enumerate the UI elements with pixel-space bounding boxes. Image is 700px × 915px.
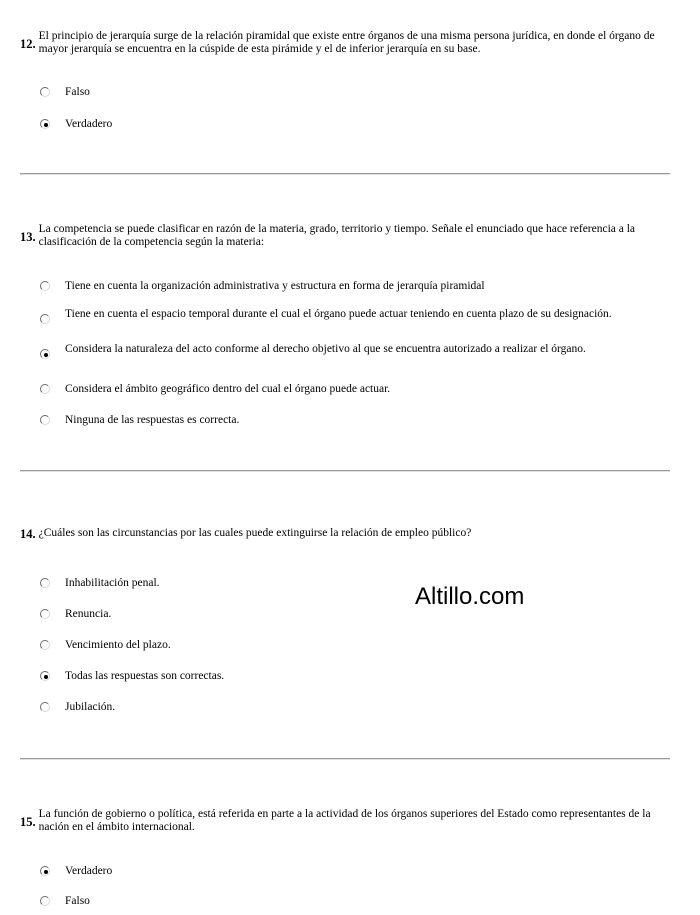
option-label: Ninguna de las respuestas es correcta.	[65, 414, 240, 426]
option-label: Considera el ámbito geográfico dentro del cual el órgano puede actuar.	[65, 383, 391, 395]
option-label: Falso	[65, 86, 90, 98]
option-label: Tiene en cuenta la organización administrativa y estructura en forma de jerarquía piramidal	[65, 280, 485, 292]
question-text: La competencia se puede clasificar en razón de la materia, grado, territorio y tiempo. Señale el enunciado que hace referencia a la clasificación de la competencia según la materia:	[38, 223, 636, 248]
option-label: Tiene en cuenta el espacio temporal durante el cual el órgano puede actuar teniendo en cuenta plazo de su designación.	[65, 308, 612, 320]
option-3[interactable]	[40, 343, 635, 359]
question-divider	[20, 173, 670, 175]
question-number: 15.	[20, 815, 36, 829]
option-label: Todas las respuestas son correctas.	[65, 670, 225, 682]
option-falso[interactable]	[40, 895, 635, 908]
question-number: 14.	[20, 527, 36, 541]
option-falso[interactable]	[40, 86, 635, 99]
question-header	[20, 30, 659, 55]
question-header	[20, 223, 659, 248]
radio-button[interactable]	[40, 87, 50, 97]
option-label: Inhabilitación penal.	[65, 577, 160, 589]
option-4[interactable]	[40, 670, 635, 683]
option-4[interactable]	[40, 383, 635, 396]
option-2[interactable]	[40, 608, 635, 621]
radio-button[interactable]	[40, 609, 50, 619]
option-verdadero[interactable]	[40, 865, 635, 878]
option-5[interactable]	[40, 414, 635, 427]
question-text: La función de gobierno o política, está referida en parte a la actividad de los órganos superiores del Estado como representantes de la nación en el ámbito internacional.	[38, 808, 651, 833]
watermark: Altillo.com	[415, 583, 525, 610]
option-label: Jubilación.	[65, 701, 116, 713]
option-2[interactable]	[40, 308, 635, 324]
radio-button-selected[interactable]	[40, 119, 50, 129]
question-divider	[20, 470, 670, 472]
question-header	[20, 808, 659, 833]
option-label: Renuncia.	[65, 608, 112, 620]
radio-button[interactable]	[40, 896, 50, 906]
question-text: ¿Cuáles son las circunstancias por las cuales puede extinguirse la relación de empleo público?	[38, 527, 472, 539]
radio-button[interactable]	[40, 415, 50, 425]
option-3[interactable]	[40, 639, 635, 652]
radio-button[interactable]	[40, 640, 50, 650]
radio-button[interactable]	[40, 702, 50, 712]
radio-button[interactable]	[40, 578, 50, 588]
option-label: Verdadero	[65, 865, 113, 877]
option-5[interactable]	[40, 701, 635, 714]
question-number: 13.	[20, 230, 36, 244]
option-1[interactable]	[40, 280, 635, 293]
question-number: 12.	[20, 37, 36, 51]
radio-button-selected[interactable]	[40, 866, 50, 876]
option-label: Considera la naturaleza del acto conforme al derecho objetivo al que se encuentra autorizado a realizar el órgano.	[65, 343, 586, 355]
radio-button-selected[interactable]	[40, 349, 50, 359]
question-divider	[20, 758, 670, 760]
option-label: Vencimiento del plazo.	[65, 639, 171, 651]
option-1[interactable]	[40, 577, 635, 590]
option-label: Falso	[65, 895, 90, 907]
question-text: El principio de jerarquía surge de la relación piramidal que existe entre órganos de una misma persona jurídica, en donde el órgano de mayor jerarquía se encuentra en la cúspide de esta pirámide y el de inferior jerarquía en su base.	[38, 30, 655, 55]
option-verdadero[interactable]	[40, 118, 635, 131]
option-label: Verdadero	[65, 118, 113, 130]
radio-button[interactable]	[40, 314, 50, 324]
radio-button-selected[interactable]	[40, 671, 50, 681]
radio-button[interactable]	[40, 384, 50, 394]
radio-button[interactable]	[40, 281, 50, 291]
question-header	[20, 527, 659, 541]
